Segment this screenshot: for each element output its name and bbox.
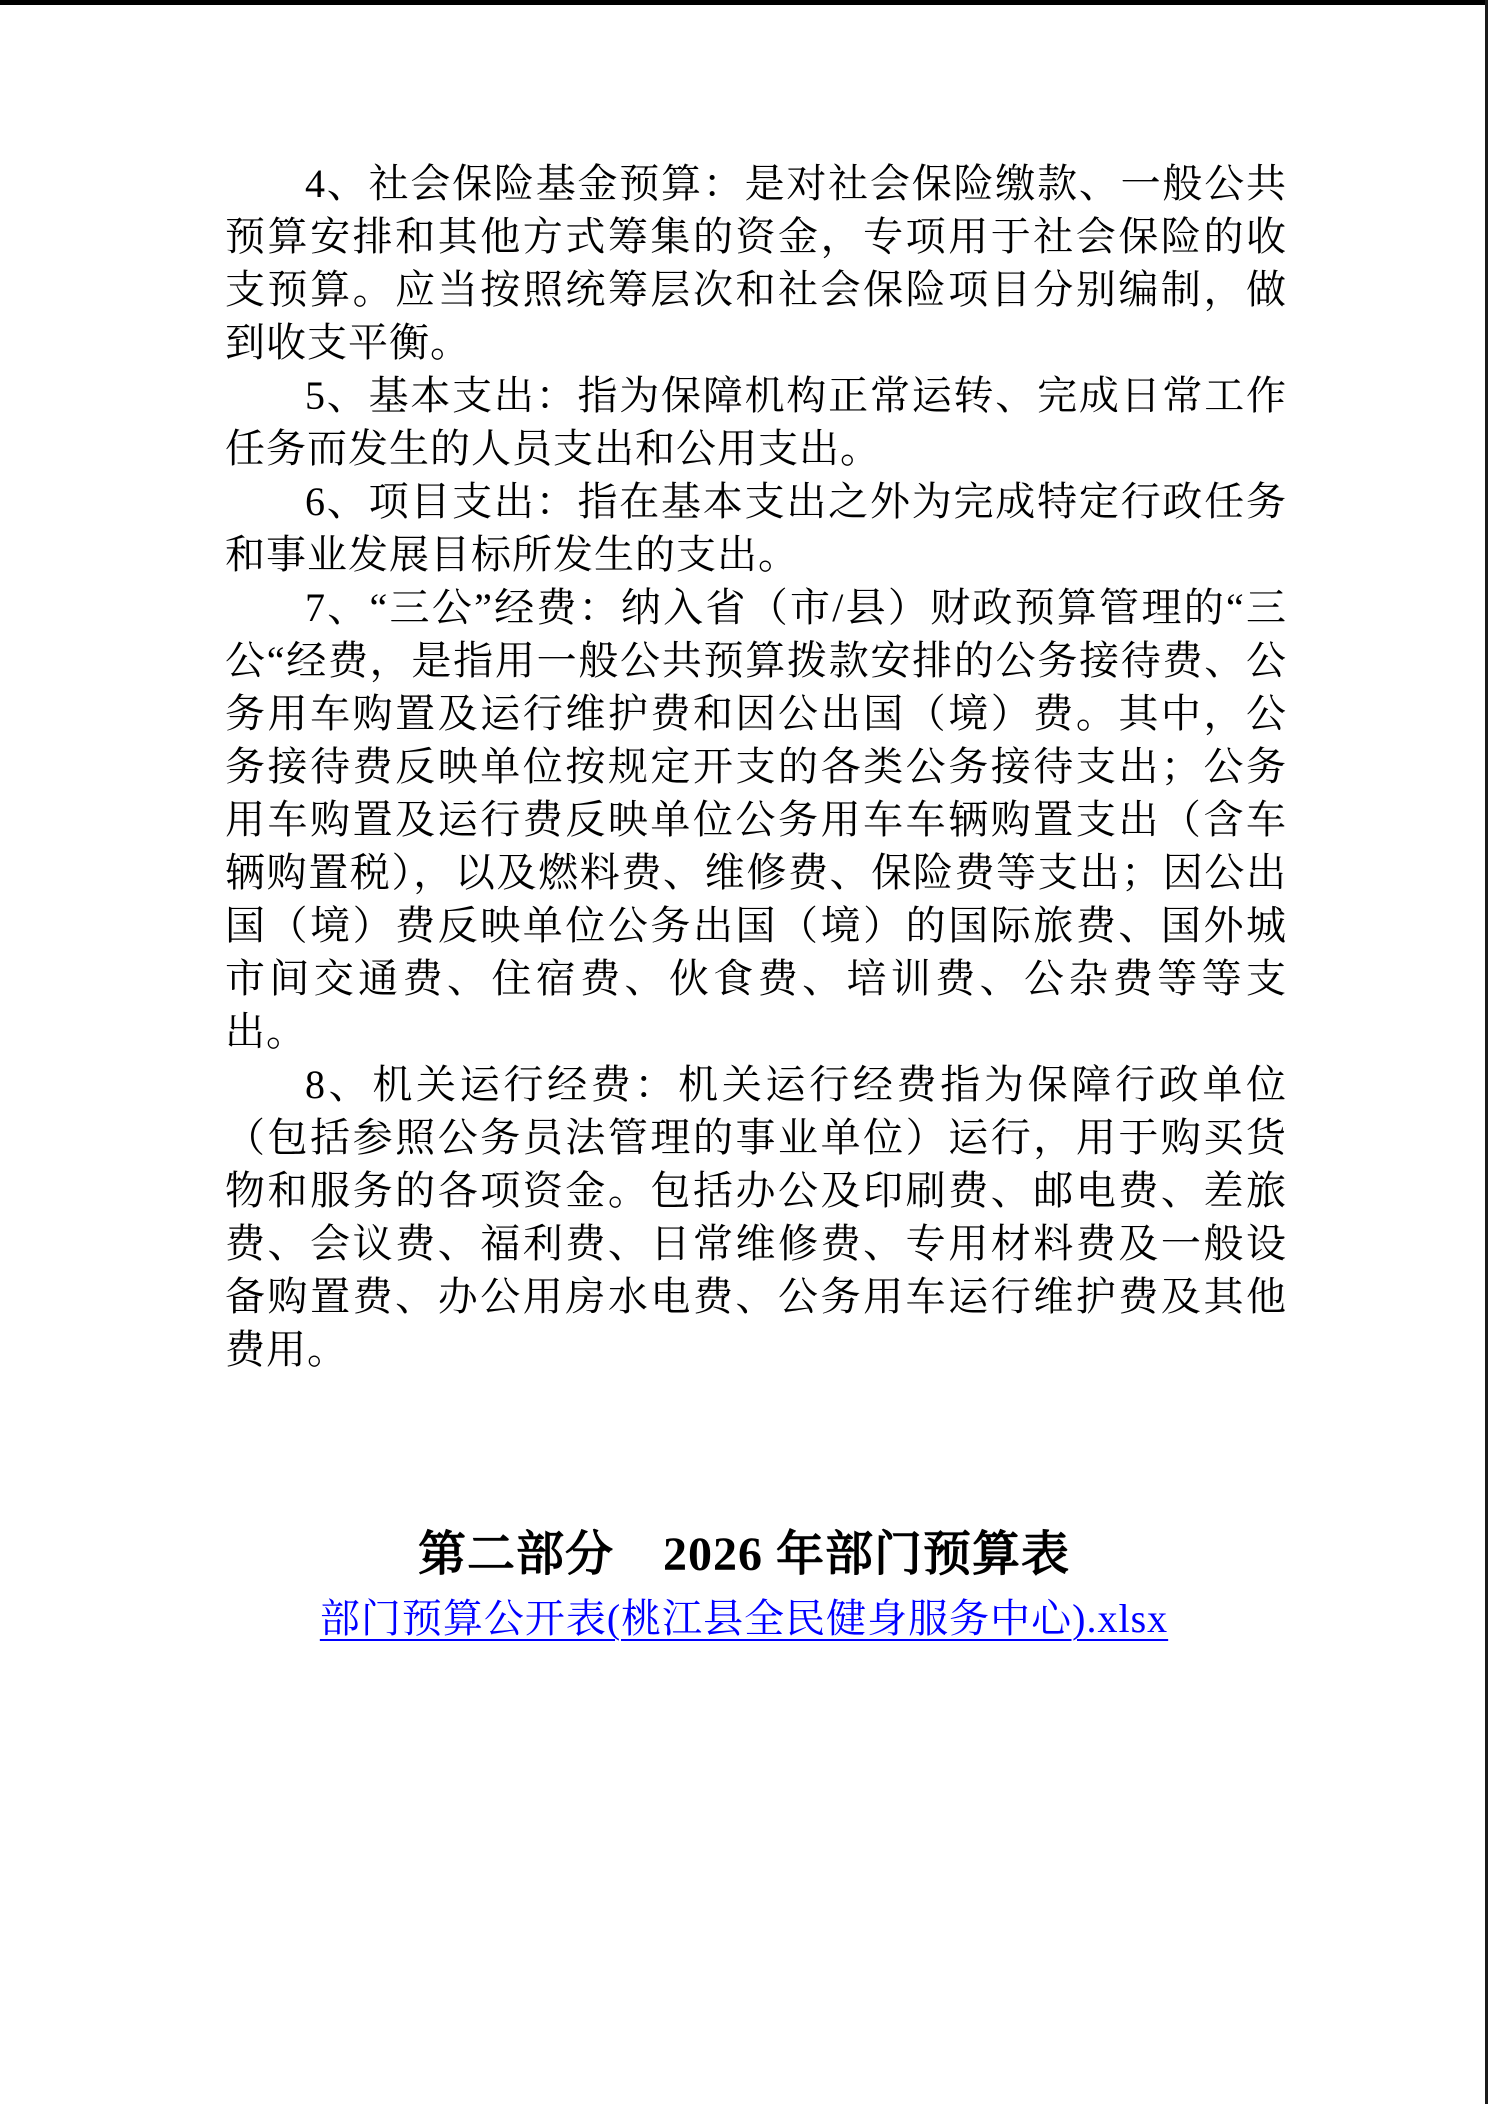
definition-agency-operating-funds: 8、机关运行经费：机关运行经费指为保障行政单位（包括参照公务员法管理的事业单位）运行，用于购买货物和服务的各项资金。包括办公及印刷费、邮电费、差旅费、会议费、福利费、日常维修费、专用材料费及一般设备购置费、办公用房水电费、公务用车运行维护费及其他费用。 bbox=[225, 1062, 1287, 1372]
definition-social-insurance-fund-budget: 4、社会保险基金预算：是对社会保险缴款、一般公共预算安排和其他方式筹集的资金，专项用于社会保险的收支预算。应当按照统筹层次和社会保险项目分别编制，做到收支平衡。 bbox=[225, 161, 1287, 365]
attachment-link-line bbox=[0, 1592, 1488, 1646]
definition-three-public-funds: 7、“三公”经费：纳入省（市/县）财政预算管理的“三公“经费，是指用一般公共预算拨款安排的公务接待费、公务用车购置及运行维护费和因公出国（境）费。其中，公务接待费反映单位按规定开支的各类公务接待支出；公务用车购置及运行费反映单位公务用车车辆购置支出（含车辆购置税），以及燃料费、维修费、保险费等支出；因公出国（境）费反映单位公务出国（境）的国际旅费、国外城市间交通费、住宿费、伙食费、培训费、公杂费等等支出。 bbox=[225, 585, 1287, 1054]
definition-basic-expenditure: 5、基本支出：指为保障机构正常运转、完成日常工作任务而发生的人员支出和公用支出。 bbox=[225, 373, 1287, 471]
section-heading-part-two: 第二部分 2026 年部门预算表 bbox=[417, 1528, 1070, 1581]
page-top-edge-line bbox=[0, 0, 1488, 5]
document-body bbox=[225, 157, 1287, 1376]
definition-project-expenditure: 6、项目支出：指在基本支出之外为完成特定行政任务和事业发展目标所发生的支出。 bbox=[225, 479, 1287, 577]
budget-table-xlsx-link[interactable]: 部门预算公开表(桃江县全民健身服务中心).xlsx bbox=[319, 1596, 1169, 1641]
